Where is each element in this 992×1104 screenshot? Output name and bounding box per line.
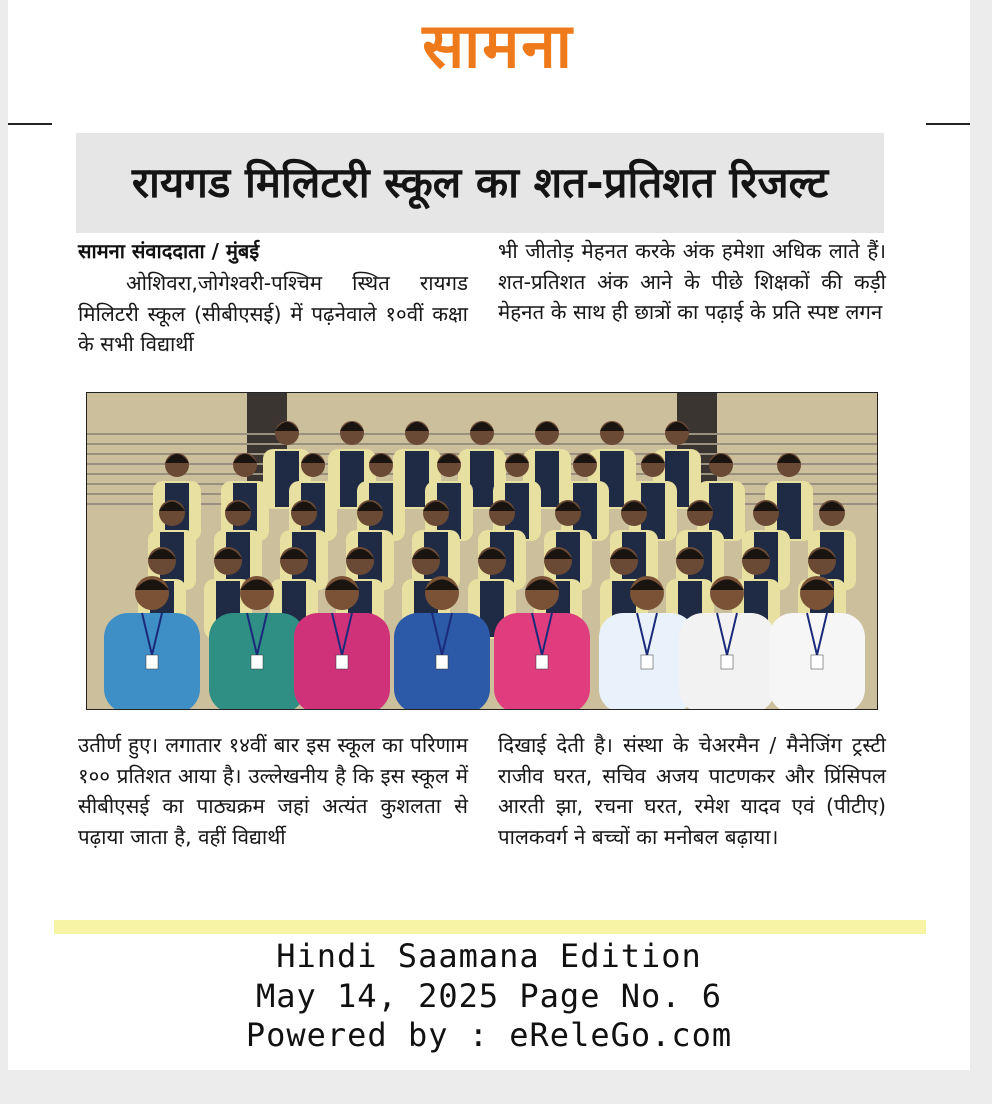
edition-date-page: May 14, 2025 Page No. 6 <box>255 977 723 1015</box>
id-card <box>721 655 733 669</box>
id-card <box>811 655 823 669</box>
id-card <box>536 655 548 669</box>
highlight-bar <box>54 920 926 934</box>
headline: रायगड मिलिटरी स्कूल का शत-प्रतिशत रिजल्ट <box>131 158 829 207</box>
id-card <box>641 655 653 669</box>
masthead-logo: सामना <box>422 9 574 82</box>
article-column-top-right: भी जीतोड़ मेहनत करके अंक हमेशा अधिक लाते हैं। शत-प्रतिशत अंक आने के पीछे शिक्षकों की कड़ी मेहनत के साथ ही छात्रों का पढ़ाई के प्रति स्पष्ट लगन <box>498 239 886 324</box>
group-photo <box>86 392 878 710</box>
article-column-bottom-left: उतीर्ण हुए। लगातार १४वीं बार इस स्कूल का परिणाम १०० प्रतिशत आया है। उल्लेखनीय है कि इस स्कूल में सीबीएसई का पाठ्यक्रम जहां अत्यंत कुशलता से पढ़ाया जाता है, वहीं विद्यार्थी <box>78 733 468 849</box>
id-card <box>336 655 348 669</box>
newspaper-clipping <box>8 0 970 1070</box>
edition-title: Hindi Saamana Edition <box>276 937 702 975</box>
student-vest <box>470 451 494 507</box>
article-column-top-left: ओशिवरा,जोगेश्वरी-पश्चिम स्थित रायगड मिलिटरी स्कूल (सीबीएसई) में पढ़नेवाले १०वीं कक्षा के सभी विद्यार्थी <box>78 271 468 356</box>
right-rule <box>926 123 970 125</box>
id-card <box>146 655 158 669</box>
group-photo-illustration <box>87 393 877 709</box>
id-card <box>251 655 263 669</box>
edition-credit: Powered by : eReleGo.com <box>245 1016 733 1054</box>
id-card <box>436 655 448 669</box>
left-rule <box>8 123 52 125</box>
article-column-bottom-right: दिखाई देती है। संस्था के चेअरमैन / मैनेजिंग ट्रस्टी राजीव घरत, सचिव अजय पाटणकर और प्रिंसिपल आरती झा, रचना घरत, रमेश यादव एवं (पीटीए) पालकवर्ग ने बच्चों का मनोबल बढ़ाया। <box>498 733 886 849</box>
byline: सामना संवाददाता / मुंबई <box>78 239 260 263</box>
headline-box <box>76 133 884 233</box>
